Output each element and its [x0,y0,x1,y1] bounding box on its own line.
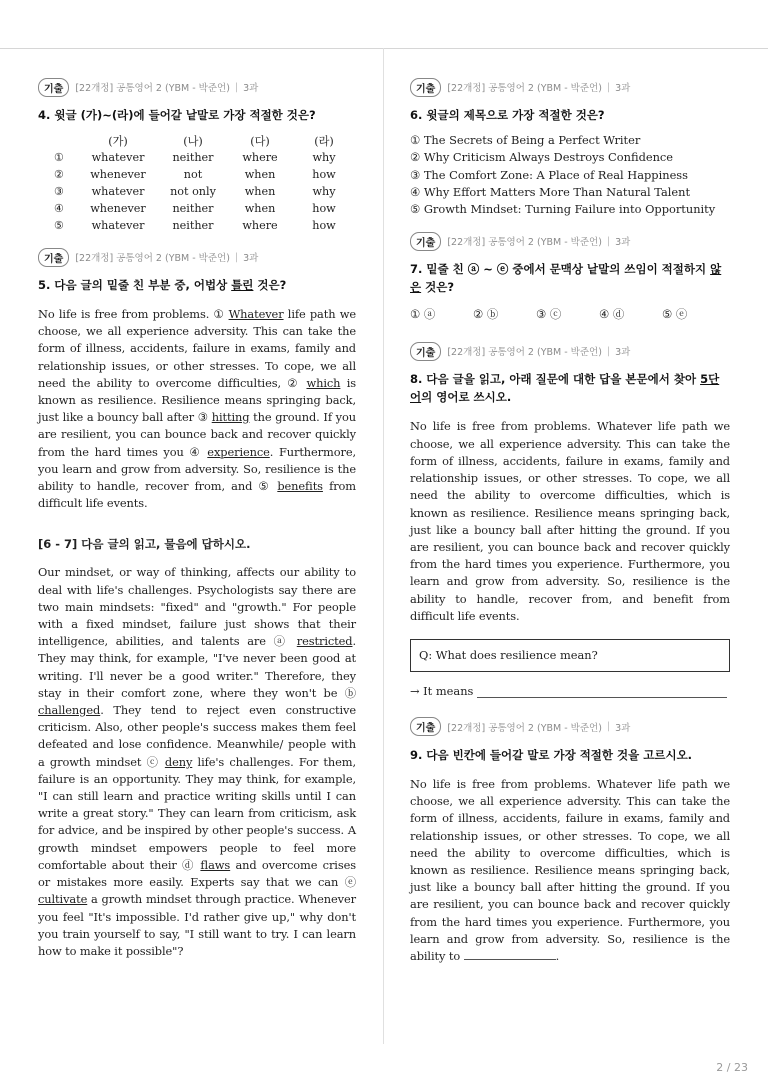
exam-tag: 기출 [410,342,441,361]
q4-cell: ① [53,151,65,164]
q4-cell: whatever [91,151,145,164]
q4-cell: when [244,185,276,198]
q9-blank[interactable] [464,949,556,960]
q4-cell: where [242,219,278,232]
q4-title: 4. 윗글 (가)~(라)에 들어갈 낱말로 가장 적절한 것은? [38,108,316,122]
left-column [38,78,356,960]
q7-option[interactable]: ④ ⓓ [599,307,625,322]
q8-passage: No life is free from problems. Whatever life path we choose, we all experience adversity. This can take the form of illness, accidents, failure in exams, family and relationship issues, or other stresses. To cope, we all need the ability to overcome difficulties, which is known as resilience. Resilience means springing back, just like a bouncy ball after hitting the ground. If you are resilient, you can bounce back and recover quickly from the hard times you experience. Furthermore, you learn and grow from adversity. So, resilience is the ability to handle, recover from, and benefit from difficult life events. [410,419,730,623]
q7-option[interactable]: ③ ⓒ [536,307,562,322]
underline-4: experience [207,444,270,459]
source-text: [22개정] 공통영어 2 (YBM - 박준언) [75,253,230,264]
underline-c: deny [164,754,193,769]
q9-title: 9. 다음 빈칸에 들어갈 말로 가장 적절한 것을 고르시오. [410,747,693,762]
q6-option[interactable]: ③ The Comfort Zone: A Place of Real Happiness [410,167,688,182]
source-text: [22개정] 공통영어 2 (YBM - 박준언) [447,722,602,734]
group-6-7-passage: Our mindset, or way of thinking, affects our ability to deal with life's challenges. Psychologists say there are two main mindsets: "fixed" and "growth." For people with a fixed mindset, failure just shows that their intelligence, abilities, and talents are ⓐ restricted. They may think, for example, "I've never been good at writing. I'll never be a good writer." Therefore, they stay in their comfort zone, where they won't be ⓑ challenged. They tend to reject even constructive criticism. Also, other people's success makes them feel defeated and lose confidence. Meanwhile/ people with a growth mindset ⓒ deny life's challenges. For them, failure is an opportunity. They may think, for example, "I can still learn and practice writing skills until I can write a great story." They can learn from criticism, ask for advice, and be inspired by other people's success. A growth mindset empowers people to feel more comfortable about their ⓓ flaws and overcome crises or mistakes more easily. Experts say that we can ⓔ cultivate a growth mindset through practice. Whenever you feel "It's impossible. I'd rather give up," why don't you train yourself to say, "I still want to try. I can learn how to make it possible"? [38,565,356,958]
lesson-text: 3과 [615,722,631,734]
q4-cell: whenever [90,202,146,215]
underline-5: benefits [277,479,323,494]
column-divider [383,48,384,1044]
q4-cell: why [312,185,336,198]
exam-tag: 기출 [410,78,441,97]
q4-cell: ② [53,168,65,181]
underline-d: flaws [200,857,231,872]
q5-source-line: 기출 [22개정] 공통영어 2 (YBM - 박준언) | 3과 [38,248,356,266]
lesson-text: 3과 [243,253,259,264]
header-rule [0,48,768,49]
q5-title: 5. 다음 글의 밑줄 친 부분 중, 어법상 틀린 것은? [38,278,287,292]
q4-choice-table [40,132,356,234]
underline-e: cultivate [38,892,88,907]
q4-source-line: 기출 [22개정] 공통영어 2 (YBM - 박준언) | 3과 [38,78,356,96]
q4-cell: neither [172,151,214,164]
q8-answer-line [410,684,730,698]
q6-option[interactable]: ④ Why Effort Matters More Than Natural Talent [410,184,691,199]
q4-cell: neither [172,202,214,215]
q7-source-line: 기출 [22개정] 공통영어 2 (YBM - 박준언) | 3과 [410,232,730,250]
source-text: [22개정] 공통영어 2 (YBM - 박준언) [75,83,230,94]
answer-prefix: → It means [410,683,474,698]
source-text: [22개정] 공통영어 2 (YBM - 박준언) [447,347,602,359]
underline-3: hitting [211,410,250,425]
q9-passage: No life is free from problems. Whatever life path we choose, we all experience adversity. This can take the form of illness, accidents, failure in exams, family and relationship issues, or other stresses. To cope, we all need the ability to overcome difficulties, which is known as resilience. Resilience means springing back, just like a bouncy ball after hitting the ground. If you are resilient, you can bounce back and recover quickly from the hard times you experience. Furthermore, you learn and grow from adversity. So, resilience is the ability to . [410,776,730,963]
q4-cell: how [312,219,336,232]
lesson-text: 3과 [243,83,259,94]
q4-cell: how [312,202,336,215]
q4-cell: ④ [53,202,65,215]
q4-header: (다) [250,134,270,148]
q6-title: 6. 윗글의 제목으로 가장 적절한 것은? [410,108,605,122]
exam-tag: 기출 [38,78,69,97]
q4-cell: not only [170,185,216,198]
underline-b: challenged [38,703,101,718]
q6-options [410,132,730,218]
q4-cell: why [312,151,336,164]
q7-option[interactable]: ② ⓑ [473,307,499,322]
q5-passage: No life is free from problems. ① Whatever life path we choose, we all experience adversity. This can take the form of illness, accidents, failure in exams, family and relationship issues, or other stresses. To cope, we all need the ability to overcome difficulties, ② which is known as resilience. Resilience means springing back, just like a bouncy ball after ③ hitting the ground. If you are resilient, you can bounce back and recover quickly from the hard times you ④ experience. Furthermore, you learn and grow from adversity. So, resilience is the ability to handle, recover from, and ⑤ benefits from difficult life events. [38,307,356,511]
answer-blank[interactable] [477,685,727,698]
q8-source-line: 기출 [22개정] 공통영어 2 (YBM - 박준언) | 3과 [410,342,730,360]
q6-source-line: 기출 [22개정] 공통영어 2 (YBM - 박준언) | 3과 [410,78,730,96]
q4-cell: neither [172,219,214,232]
q4-row[interactable] [40,149,356,166]
q4-row[interactable] [40,183,356,200]
q6-option[interactable]: ① The Secrets of Being a Perfect Writer [410,133,641,147]
q4-cell: how [312,168,336,181]
q4-cell: where [242,151,278,164]
underline-2: which [306,375,341,390]
q6-option[interactable]: ② Why Criticism Always Destroys Confidence [410,150,674,165]
lesson-text: 3과 [615,237,631,249]
q4-cell: not [183,168,203,181]
page-number: 2 / 23 [716,1061,748,1074]
q4-row[interactable] [40,217,356,234]
source-text: [22개정] 공통영어 2 (YBM - 박준언) [447,83,602,94]
right-column [410,78,730,965]
q4-header: (가) [108,134,128,148]
q4-row[interactable] [40,200,356,217]
q4-cell: when [244,202,276,215]
q4-cell: ⑤ [53,219,65,232]
q8-question-box: Q: What does resilience mean? [410,639,730,672]
q4-cell: ③ [53,185,65,198]
exam-tag: 기출 [38,248,69,267]
q7-option[interactable]: ① ⓐ [410,307,436,322]
exam-tag: 기출 [410,717,441,736]
q7-title: 7. 밑줄 친 ⓐ ~ ⓔ 중에서 문맥상 낱말의 쓰임이 적절하지 않은 것은? [410,262,722,295]
q4-cell: whatever [91,185,145,198]
q8-title: 8. 다음 글을 읽고, 아래 질문에 대한 답을 본문에서 찾아 5단어의 영어로 쓰시오. [410,372,720,405]
lesson-text: 3과 [615,347,631,359]
q9-source-line: 기출 [22개정] 공통영어 2 (YBM - 박준언) | 3과 [410,718,730,736]
group-6-7-title: [6 - 7] 다음 글의 읽고, 물음에 답하시오. [38,537,251,552]
q4-cell: whatever [91,219,145,232]
q7-options [410,306,730,322]
q6-option[interactable]: ⑤ Growth Mindset: Turning Failure into Opportunity [410,202,716,217]
q4-row[interactable] [40,166,356,183]
lesson-text: 3과 [615,83,631,94]
q7-option[interactable]: ⑤ ⓔ [662,307,688,322]
underline-a: restricted [296,634,353,649]
source-text: [22개정] 공통영어 2 (YBM - 박준언) [447,237,602,249]
q4-header: (나) [183,134,203,148]
exam-tag: 기출 [410,232,441,251]
q4-header-row [40,132,356,149]
q4-cell: when [244,168,276,181]
q4-header: (라) [314,134,334,148]
underline-1: Whatever [228,307,284,321]
q4-cell: whenever [90,168,146,181]
